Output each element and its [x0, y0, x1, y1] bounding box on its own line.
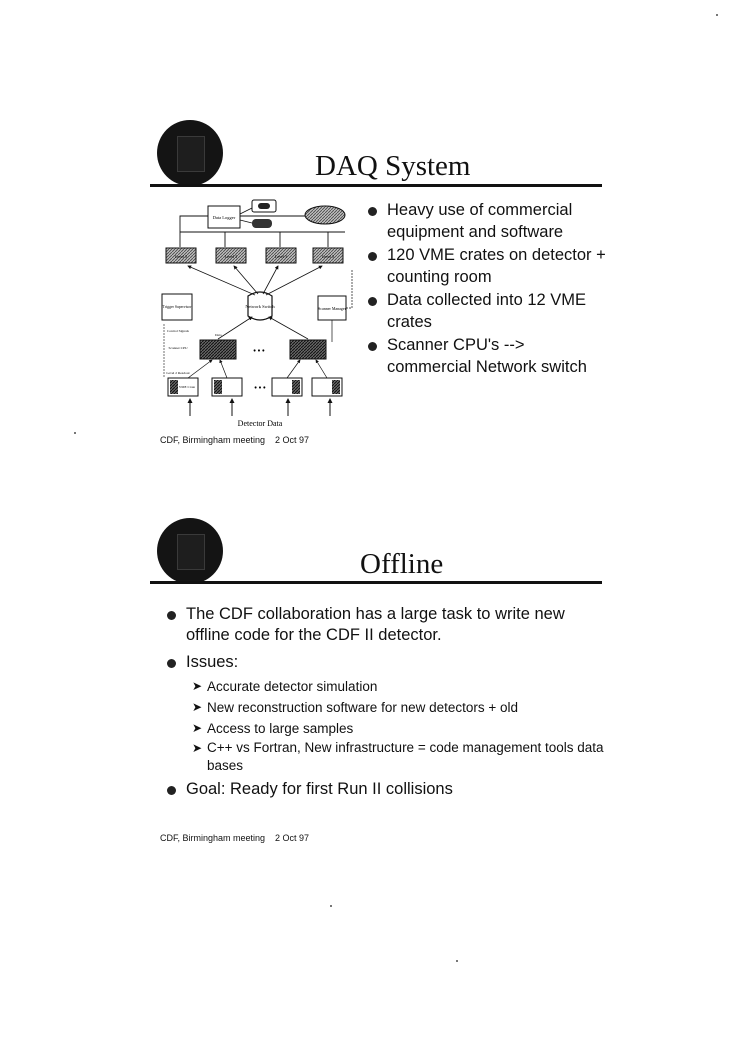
level3-label: Level 3 — [321, 254, 335, 259]
arrow-bullet-icon: ➤ — [192, 679, 203, 693]
bullet-icon — [368, 252, 377, 261]
offline-bullet-list — [167, 604, 607, 800]
scanner-manager-label: Scanner Manager — [317, 306, 347, 311]
sub-item — [192, 739, 607, 775]
footer-date: 2 Oct 97 — [275, 435, 310, 445]
list-item — [167, 604, 607, 646]
data-label: Data — [215, 333, 222, 337]
arrow-bullet-icon: ➤ — [192, 741, 203, 755]
cdf-logo — [157, 120, 223, 186]
scan-speck — [456, 960, 458, 962]
vme-crate-3 — [272, 378, 302, 396]
arrow-bullet-icon: ➤ — [192, 721, 203, 735]
scan-speck — [74, 432, 76, 434]
data-logger-box — [208, 206, 240, 228]
level3-label: Level 3 — [274, 254, 288, 259]
scanner-manager-box — [318, 296, 347, 320]
trigger-supervisor-label: Trigger Supervisor — [162, 305, 192, 309]
cdf-logo — [157, 518, 223, 584]
bullet-icon — [368, 297, 377, 306]
slide-title: DAQ System — [315, 150, 471, 182]
vme-crate-label: VME Crate — [178, 385, 196, 389]
scan-speck — [330, 905, 332, 907]
bullet-text: Goal: Ready for first Run II collisions — [186, 780, 453, 798]
bullet-icon — [167, 786, 176, 795]
level3-label: Level 3 — [224, 254, 238, 259]
level3-farm-4 — [313, 248, 343, 263]
bullet-text: The CDF collaboration has a large task to write new offline code for the CDF II detector. — [186, 605, 565, 644]
diagram-ellipsis: • • • — [254, 385, 266, 392]
title-rule — [150, 581, 602, 584]
slide-footer — [160, 833, 309, 843]
disk-icon — [252, 219, 272, 228]
sub-item-text: New reconstruction software for new detectors + old — [207, 700, 519, 715]
bullet-text: Scanner CPU's --> commercial Network switch — [387, 336, 587, 376]
detector-data-label: Detector Data — [237, 419, 283, 428]
bullet-text: Issues: — [186, 653, 239, 671]
scanner-crate-2 — [290, 340, 326, 359]
arrow-bullet-icon: ➤ — [192, 700, 203, 714]
slide-footer — [160, 435, 309, 445]
level3-label: Level 3 — [174, 254, 188, 259]
bullet-text: Heavy use of commercial equipment and software — [387, 201, 573, 241]
list-item — [167, 652, 607, 775]
title-rule — [150, 184, 602, 187]
daq-bullet-list — [368, 200, 608, 380]
list-item — [368, 200, 608, 243]
logo-emblem — [177, 534, 205, 570]
bullet-icon — [167, 611, 176, 620]
control-signals-label: Control Signals — [167, 329, 189, 333]
vme-crate-2 — [212, 378, 242, 396]
scanner-cpu-label: Scanner CPU — [168, 346, 188, 350]
bullet-icon — [368, 207, 377, 216]
sub-item-text: Accurate detector simulation — [207, 679, 378, 694]
bullet-text: Data collected into 12 VME crates — [387, 291, 587, 331]
level3-farm-2 — [216, 248, 246, 263]
footer-text: CDF, Birmingham meeting — [160, 435, 266, 445]
sub-item — [192, 697, 607, 718]
diagram-ellipsis: • • • — [253, 348, 265, 355]
sub-item — [192, 718, 607, 739]
level3-farm-1 — [166, 248, 196, 263]
logo-emblem — [177, 136, 205, 172]
data-logger-label: Data Logger — [212, 215, 236, 220]
network-cloud — [305, 206, 345, 224]
level3-farm-3 — [266, 248, 296, 263]
sub-item-text: Access to large samples — [207, 721, 354, 736]
list-item — [368, 245, 608, 288]
network-switch — [245, 292, 275, 320]
vme-crate-1 — [168, 378, 198, 396]
bullet-icon — [167, 659, 176, 668]
network-switch-label: Network Switch — [245, 304, 275, 309]
scan-speck — [716, 14, 718, 16]
list-item — [368, 290, 608, 333]
sub-item — [192, 676, 607, 697]
bullet-text: 120 VME crates on detector + counting room — [387, 246, 606, 286]
sub-item-text: C++ vs Fortran, New infrastructure = code management tools data bases — [207, 740, 604, 773]
daq-diagram — [160, 192, 365, 437]
list-item — [368, 335, 608, 378]
issues-sublist — [186, 676, 607, 775]
level2-readout-label: Level 2 Readout — [166, 371, 190, 375]
footer-date: 2 Oct 97 — [275, 833, 310, 843]
bullet-icon — [368, 342, 377, 351]
slide-title: Offline — [360, 548, 444, 580]
scanner-crate-1 — [200, 340, 236, 359]
list-item — [167, 779, 607, 800]
trigger-supervisor-box — [162, 294, 192, 320]
footer-text: CDF, Birmingham meeting — [160, 833, 266, 843]
vme-crate-4 — [312, 378, 342, 396]
